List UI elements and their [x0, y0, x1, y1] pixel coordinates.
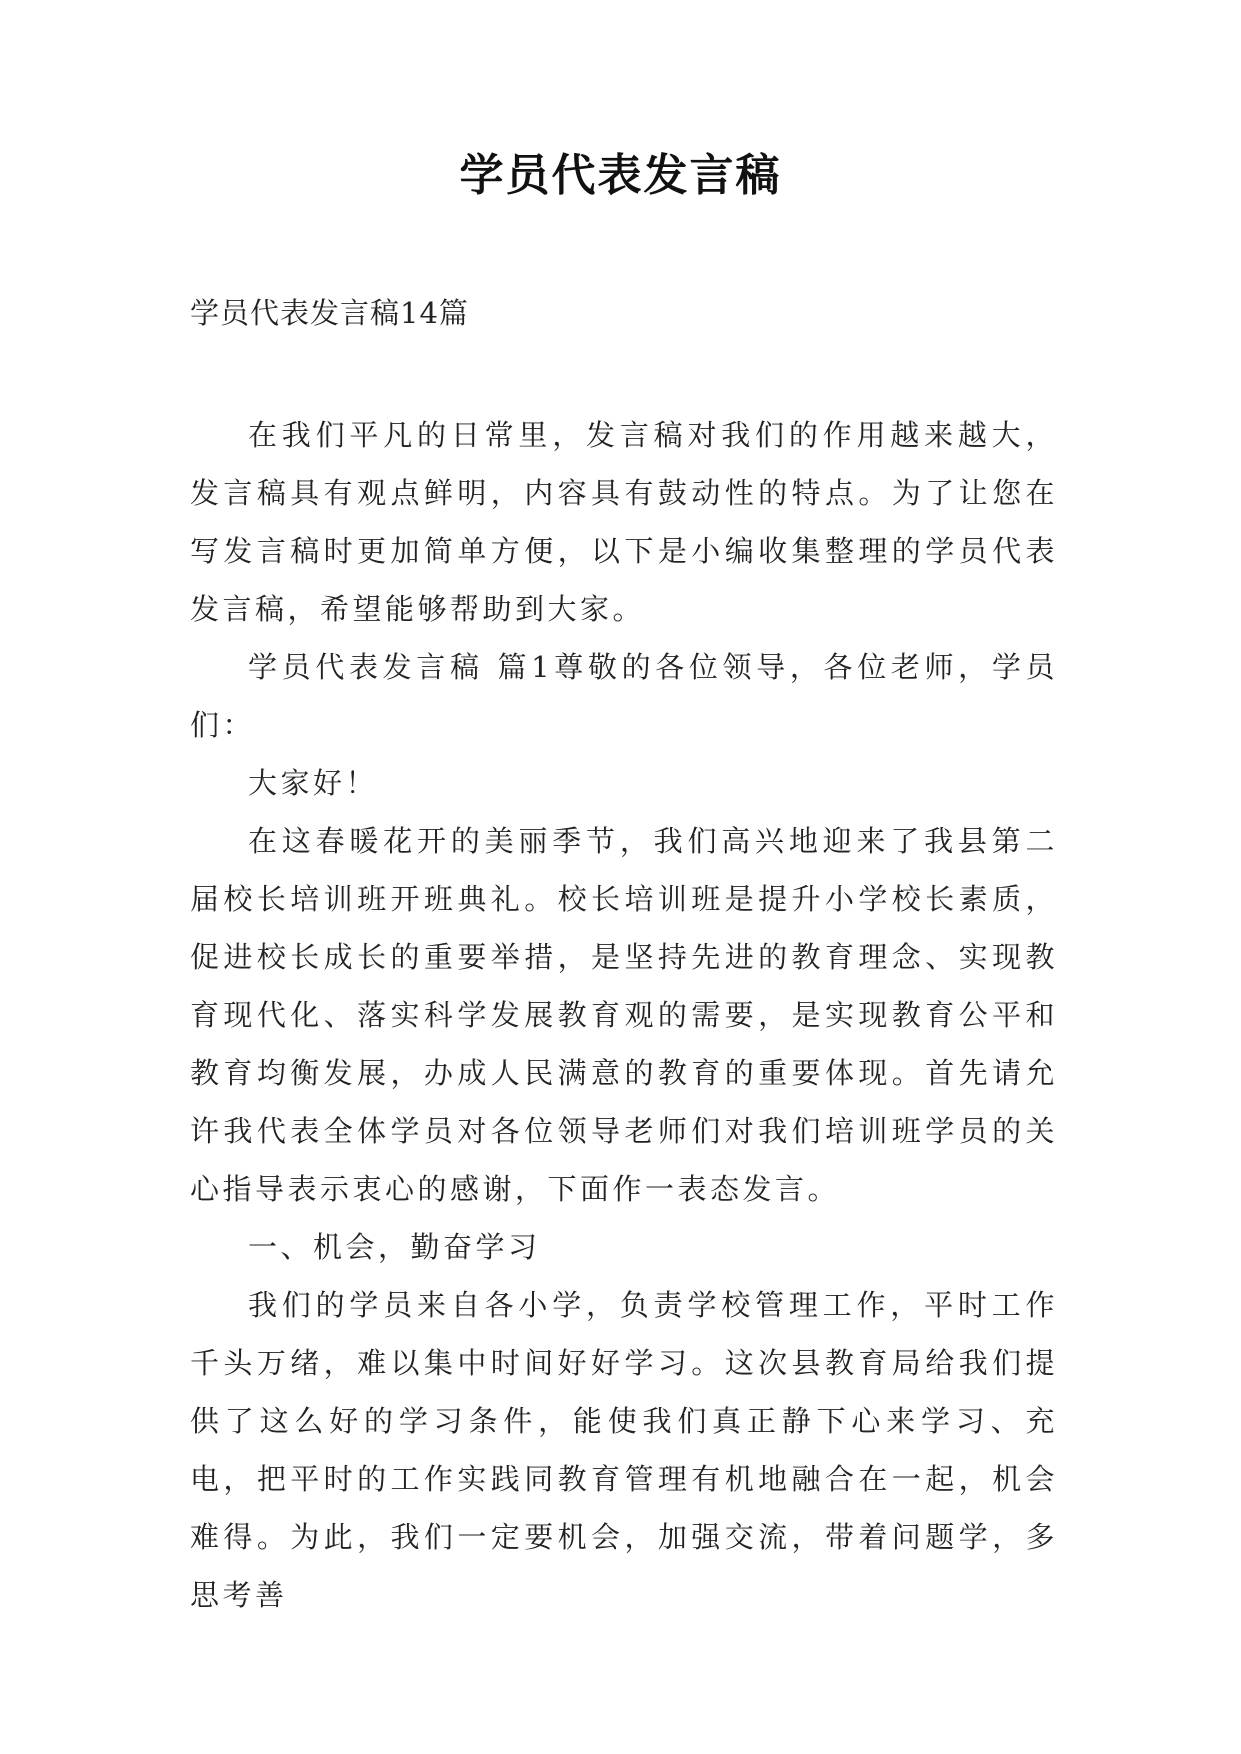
paragraph-opening: 在这春暖花开的美丽季节，我们高兴地迎来了我县第二届校长培训班开班典礼。校长培训班是提升小学校长素质，促进校长成长的重要举措，是坚持先进的教育理念、实现教育现代化、落实科学发展教育观的需要，是实现教育公平和教育均衡发展，办成人民满意的教育的重要体现。首先请允许我代表全体学员对各位领导老师们对我们培训班学员的关心指导表示衷心的感谢，下面作一表态发言。 — [190, 824, 1058, 1206]
paragraph-greeting: 大家好！ — [248, 766, 379, 800]
document-body — [190, 406, 1058, 1624]
paragraph-section-body: 我们的学员来自各小学，负责学校管理工作，平时工作千头万绪，难以集中时间好好学习。这次县教育局给我们提供了这么好的学习条件，能使我们真正静下心来学习、充电，把平时的工作实践同教育管理有机地融合在一起，机会难得。为此，我们一定要机会，加强交流，带着问题学，多思考善 — [190, 1288, 1058, 1612]
paragraph-section-heading: 一、机会，勤奋学习 — [248, 1230, 541, 1264]
paragraph-intro: 在我们平凡的日常里，发言稿对我们的作用越来越大，发言稿具有观点鲜明，内容具有鼓动性的特点。为了让您在写发言稿时更加简单方便，以下是小编收集整理的学员代表发言稿，希望能够帮助到大家。 — [190, 418, 1058, 626]
document-subtitle: 学员代表发言稿14篇 — [190, 296, 469, 330]
paragraph-salutation: 学员代表发言稿 篇1尊敬的各位领导，各位老师，学员们： — [190, 650, 1058, 742]
document-title: 学员代表发言稿 — [459, 150, 782, 201]
